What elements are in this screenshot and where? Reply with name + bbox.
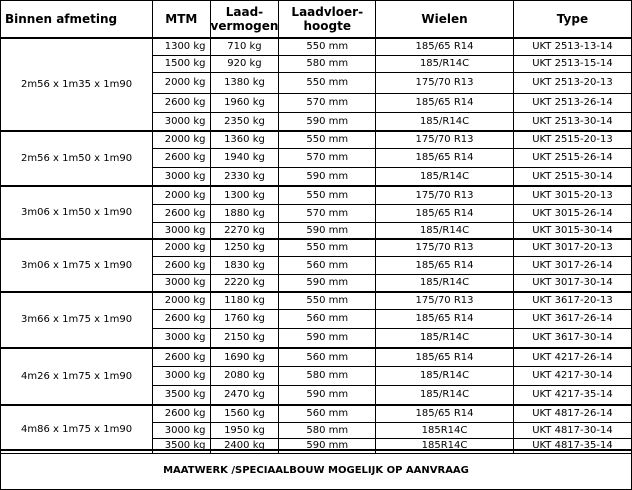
header-floor-height [279,1,376,39]
dimension-cell: 2m56 x 1m50 x 1m90 [1,131,153,186]
wheels-cell: 175/70 R13 [376,292,514,310]
wheels-cell: 185/65 R14 [376,38,514,56]
wheels-cell: 185/65 R14 [376,348,514,367]
mtm-cell: 2600 kg [153,257,210,275]
header-floor-line2: hoogte [303,19,351,33]
type-cell: UKT 2513-30-14 [513,113,631,132]
mtm-cell: 2000 kg [153,239,210,257]
mtm-cell: 2600 kg [153,348,210,367]
table-row [1,186,632,205]
floor-height-cell: 570 mm [279,149,376,168]
type-cell: UKT 2513-20-13 [513,73,631,94]
type-cell: UKT 4217-30-14 [513,367,631,386]
wheels-cell: 175/70 R13 [376,239,514,257]
capacity-cell: 2220 kg [210,275,279,293]
wheels-cell: 185/R14C [376,386,514,406]
type-cell: UKT 3017-20-13 [513,239,631,257]
wheels-cell: 185/65 R14 [376,94,514,113]
mtm-cell: 3000 kg [153,223,210,240]
table-row [1,131,632,149]
wheels-cell: 185/R14C [376,223,514,240]
capacity-cell: 710 kg [210,38,279,56]
mtm-cell: 3500 kg [153,386,210,406]
header-type: Type [513,1,631,39]
type-cell: UKT 4217-35-14 [513,386,631,406]
header-capacity [210,1,279,39]
mtm-cell: 2000 kg [153,131,210,149]
floor-height-cell: 570 mm [279,94,376,113]
table-row [1,405,632,423]
type-cell: UKT 3617-30-14 [513,329,631,349]
wheels-cell: 175/70 R13 [376,186,514,205]
floor-height-cell: 570 mm [279,205,376,223]
capacity-cell: 1690 kg [210,348,279,367]
wheels-cell: 185/R14C [376,56,514,73]
capacity-cell: 1380 kg [210,73,279,94]
mtm-cell: 3000 kg [153,275,210,293]
floor-height-cell: 560 mm [279,405,376,423]
floor-height-cell: 590 mm [279,386,376,406]
floor-height-cell: 550 mm [279,38,376,56]
spec-body [1,38,632,454]
type-cell: UKT 3015-20-13 [513,186,631,205]
mtm-cell: 1300 kg [153,38,210,56]
type-cell: UKT 2515-20-13 [513,131,631,149]
type-cell: UKT 3617-26-14 [513,310,631,329]
floor-height-cell: 590 mm [279,329,376,349]
capacity-cell: 2400 kg [210,439,279,454]
wheels-cell: 185/R14C [376,113,514,132]
table-row [1,348,632,367]
floor-height-cell: 590 mm [279,168,376,187]
floor-height-cell: 550 mm [279,131,376,149]
capacity-cell: 1950 kg [210,423,279,439]
floor-height-cell: 560 mm [279,348,376,367]
capacity-cell: 1180 kg [210,292,279,310]
type-cell: UKT 3617-20-13 [513,292,631,310]
capacity-cell: 2080 kg [210,367,279,386]
floor-height-cell: 560 mm [279,310,376,329]
capacity-cell: 1880 kg [210,205,279,223]
floor-height-cell: 550 mm [279,239,376,257]
capacity-cell: 1830 kg [210,257,279,275]
capacity-cell: 1940 kg [210,149,279,168]
wheels-cell: 185/R14C [376,329,514,349]
floor-height-cell: 590 mm [279,439,376,454]
floor-height-cell: 550 mm [279,186,376,205]
header-dimension: Binnen afmeting [1,1,153,39]
type-cell: UKT 4817-30-14 [513,423,631,439]
custom-build-note: MAATWERK /SPECIAALBOUW MOGELIJK OP AANVRAAG [0,449,632,490]
dimension-cell: 3m06 x 1m75 x 1m90 [1,239,153,292]
wheels-cell: 185/65 R14 [376,205,514,223]
dimension-cell: 4m26 x 1m75 x 1m90 [1,348,153,405]
header-capacity-line1: Laad- [225,5,264,19]
capacity-cell: 1250 kg [210,239,279,257]
table-row [1,292,632,310]
mtm-cell: 1500 kg [153,56,210,73]
type-cell: UKT 2513-13-14 [513,38,631,56]
wheels-cell: 185R14C [376,423,514,439]
capacity-cell: 2470 kg [210,386,279,406]
wheels-cell: 175/70 R13 [376,73,514,94]
dimension-cell: 3m66 x 1m75 x 1m90 [1,292,153,348]
mtm-cell: 3000 kg [153,423,210,439]
capacity-cell: 2150 kg [210,329,279,349]
mtm-cell: 3000 kg [153,168,210,187]
header-floor-line1: Laadvloer- [291,5,364,19]
type-cell: UKT 3017-30-14 [513,275,631,293]
floor-height-cell: 580 mm [279,423,376,439]
floor-height-cell: 580 mm [279,367,376,386]
floor-height-cell: 590 mm [279,275,376,293]
capacity-cell: 1960 kg [210,94,279,113]
header-capacity-line2: vermogen [210,19,279,33]
capacity-cell: 2350 kg [210,113,279,132]
wheels-cell: 185/R14C [376,275,514,293]
wheels-cell: 185/65 R14 [376,149,514,168]
header-mtm: MTM [153,1,210,39]
wheels-cell: 185/65 R14 [376,405,514,423]
wheels-cell: 185R14C [376,439,514,454]
floor-height-cell: 580 mm [279,56,376,73]
mtm-cell: 2600 kg [153,94,210,113]
type-cell: UKT 2513-15-14 [513,56,631,73]
header-row [1,1,632,39]
mtm-cell: 3500 kg [153,439,210,454]
floor-height-cell: 590 mm [279,223,376,240]
table-row [1,239,632,257]
type-cell: UKT 3015-26-14 [513,205,631,223]
type-cell: UKT 2515-26-14 [513,149,631,168]
capacity-cell: 920 kg [210,56,279,73]
dimension-cell: 3m06 x 1m50 x 1m90 [1,186,153,239]
dimension-cell: 4m86 x 1m75 x 1m90 [1,405,153,454]
mtm-cell: 2000 kg [153,292,210,310]
floor-height-cell: 550 mm [279,292,376,310]
wheels-cell: 185/R14C [376,367,514,386]
mtm-cell: 2600 kg [153,205,210,223]
type-cell: UKT 3017-26-14 [513,257,631,275]
type-cell: UKT 2513-26-14 [513,94,631,113]
mtm-cell: 2600 kg [153,405,210,423]
type-cell: UKT 4817-26-14 [513,405,631,423]
floor-height-cell: 590 mm [279,113,376,132]
capacity-cell: 1760 kg [210,310,279,329]
floor-height-cell: 560 mm [279,257,376,275]
mtm-cell: 3000 kg [153,329,210,349]
capacity-cell: 1360 kg [210,131,279,149]
wheels-cell: 175/70 R13 [376,131,514,149]
mtm-cell: 3000 kg [153,367,210,386]
capacity-cell: 1560 kg [210,405,279,423]
wheels-cell: 185/65 R14 [376,310,514,329]
mtm-cell: 3000 kg [153,113,210,132]
type-cell: UKT 4817-35-14 [513,439,631,454]
mtm-cell: 2600 kg [153,310,210,329]
table-row [1,38,632,56]
floor-height-cell: 550 mm [279,73,376,94]
dimension-cell: 2m56 x 1m35 x 1m90 [1,38,153,131]
mtm-cell: 2600 kg [153,149,210,168]
mtm-cell: 2000 kg [153,73,210,94]
capacity-cell: 2270 kg [210,223,279,240]
type-cell: UKT 3015-30-14 [513,223,631,240]
capacity-cell: 1300 kg [210,186,279,205]
type-cell: UKT 4217-26-14 [513,348,631,367]
wheels-cell: 185/R14C [376,168,514,187]
wheels-cell: 185/65 R14 [376,257,514,275]
mtm-cell: 2000 kg [153,186,210,205]
header-wheels: Wielen [376,1,514,39]
type-cell: UKT 2515-30-14 [513,168,631,187]
capacity-cell: 2330 kg [210,168,279,187]
